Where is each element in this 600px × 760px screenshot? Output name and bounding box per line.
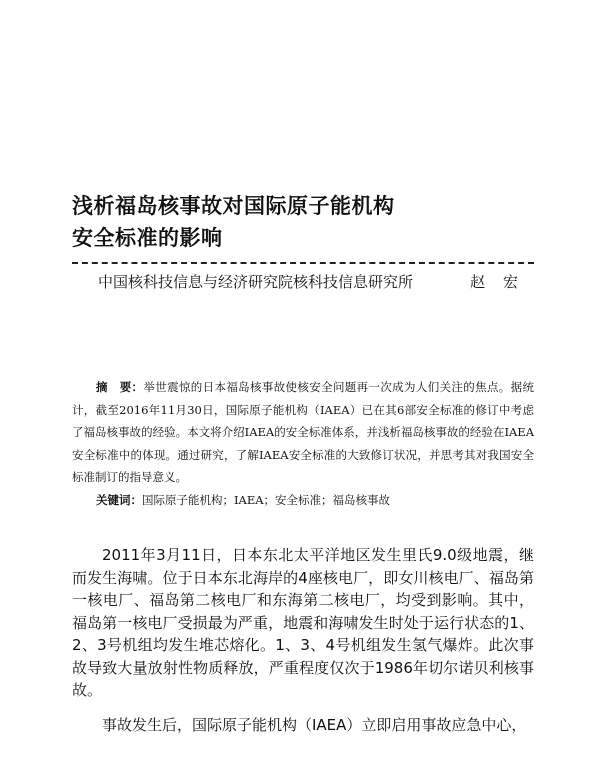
title-divider <box>72 262 534 264</box>
keywords-label: 关键词： <box>96 492 142 507</box>
title-line-1: 浅析福岛核事故对国际原子能机构 <box>72 194 395 218</box>
abstract-label: 摘 要： <box>96 380 144 394</box>
keywords-text: 国际原子能机构；IAEA；安全标准；福岛核事故 <box>142 492 391 507</box>
abstract-paragraph <box>72 376 534 489</box>
affiliation: 中国核科技信息与经济研究院核科技信息研究所 <box>98 273 414 291</box>
abstract-text: 举世震惊的日本福岛核事故使核安全问题再一次成为人们关注的焦点。据统计，截至2016年11月30日，国际原子能机构（IAEA）已在其6部安全标准的修订中考虑了福岛核事故的经验。本文将介绍IAEA的安全标准体系，并浅析福岛核事故的经验在IAEA安全标准中的体现。通过研究，了解IAEA安全标准的大致修订状况，并思考其对我国安全标准制订的指导意义。 <box>72 380 534 484</box>
abstract-section <box>72 376 534 511</box>
article-title <box>72 190 532 254</box>
author-name: 赵宏 <box>470 273 537 291</box>
body-paragraph-2: 事故发生后，国际原子能机构（IAEA）立即启用事故应急中心， <box>102 715 527 734</box>
keywords-paragraph <box>72 489 534 512</box>
title-line-2: 安全标准的影响 <box>72 226 223 250</box>
body-section <box>72 544 534 736</box>
author-line <box>98 270 538 294</box>
body-paragraph-1: 2011年3月11日，日本东北太平洋地区发生里氏9.0级地震，继而发生海啸。位于日本东北海岸的4座核电厂，即女川核电厂、福岛第一核电厂、福岛第二核电厂和东海第二核电厂，均受到影响。其中，福岛第一核电厂受损最为严重，地震和海啸发生时处于运行状态的1、2、3号机组均发生堆芯熔化。1、3、4号机组发生氢气爆炸。此次事故导致大量放射性物质释放，严重程度仅次于1986年切尔诺贝利核事故。 <box>72 546 534 699</box>
